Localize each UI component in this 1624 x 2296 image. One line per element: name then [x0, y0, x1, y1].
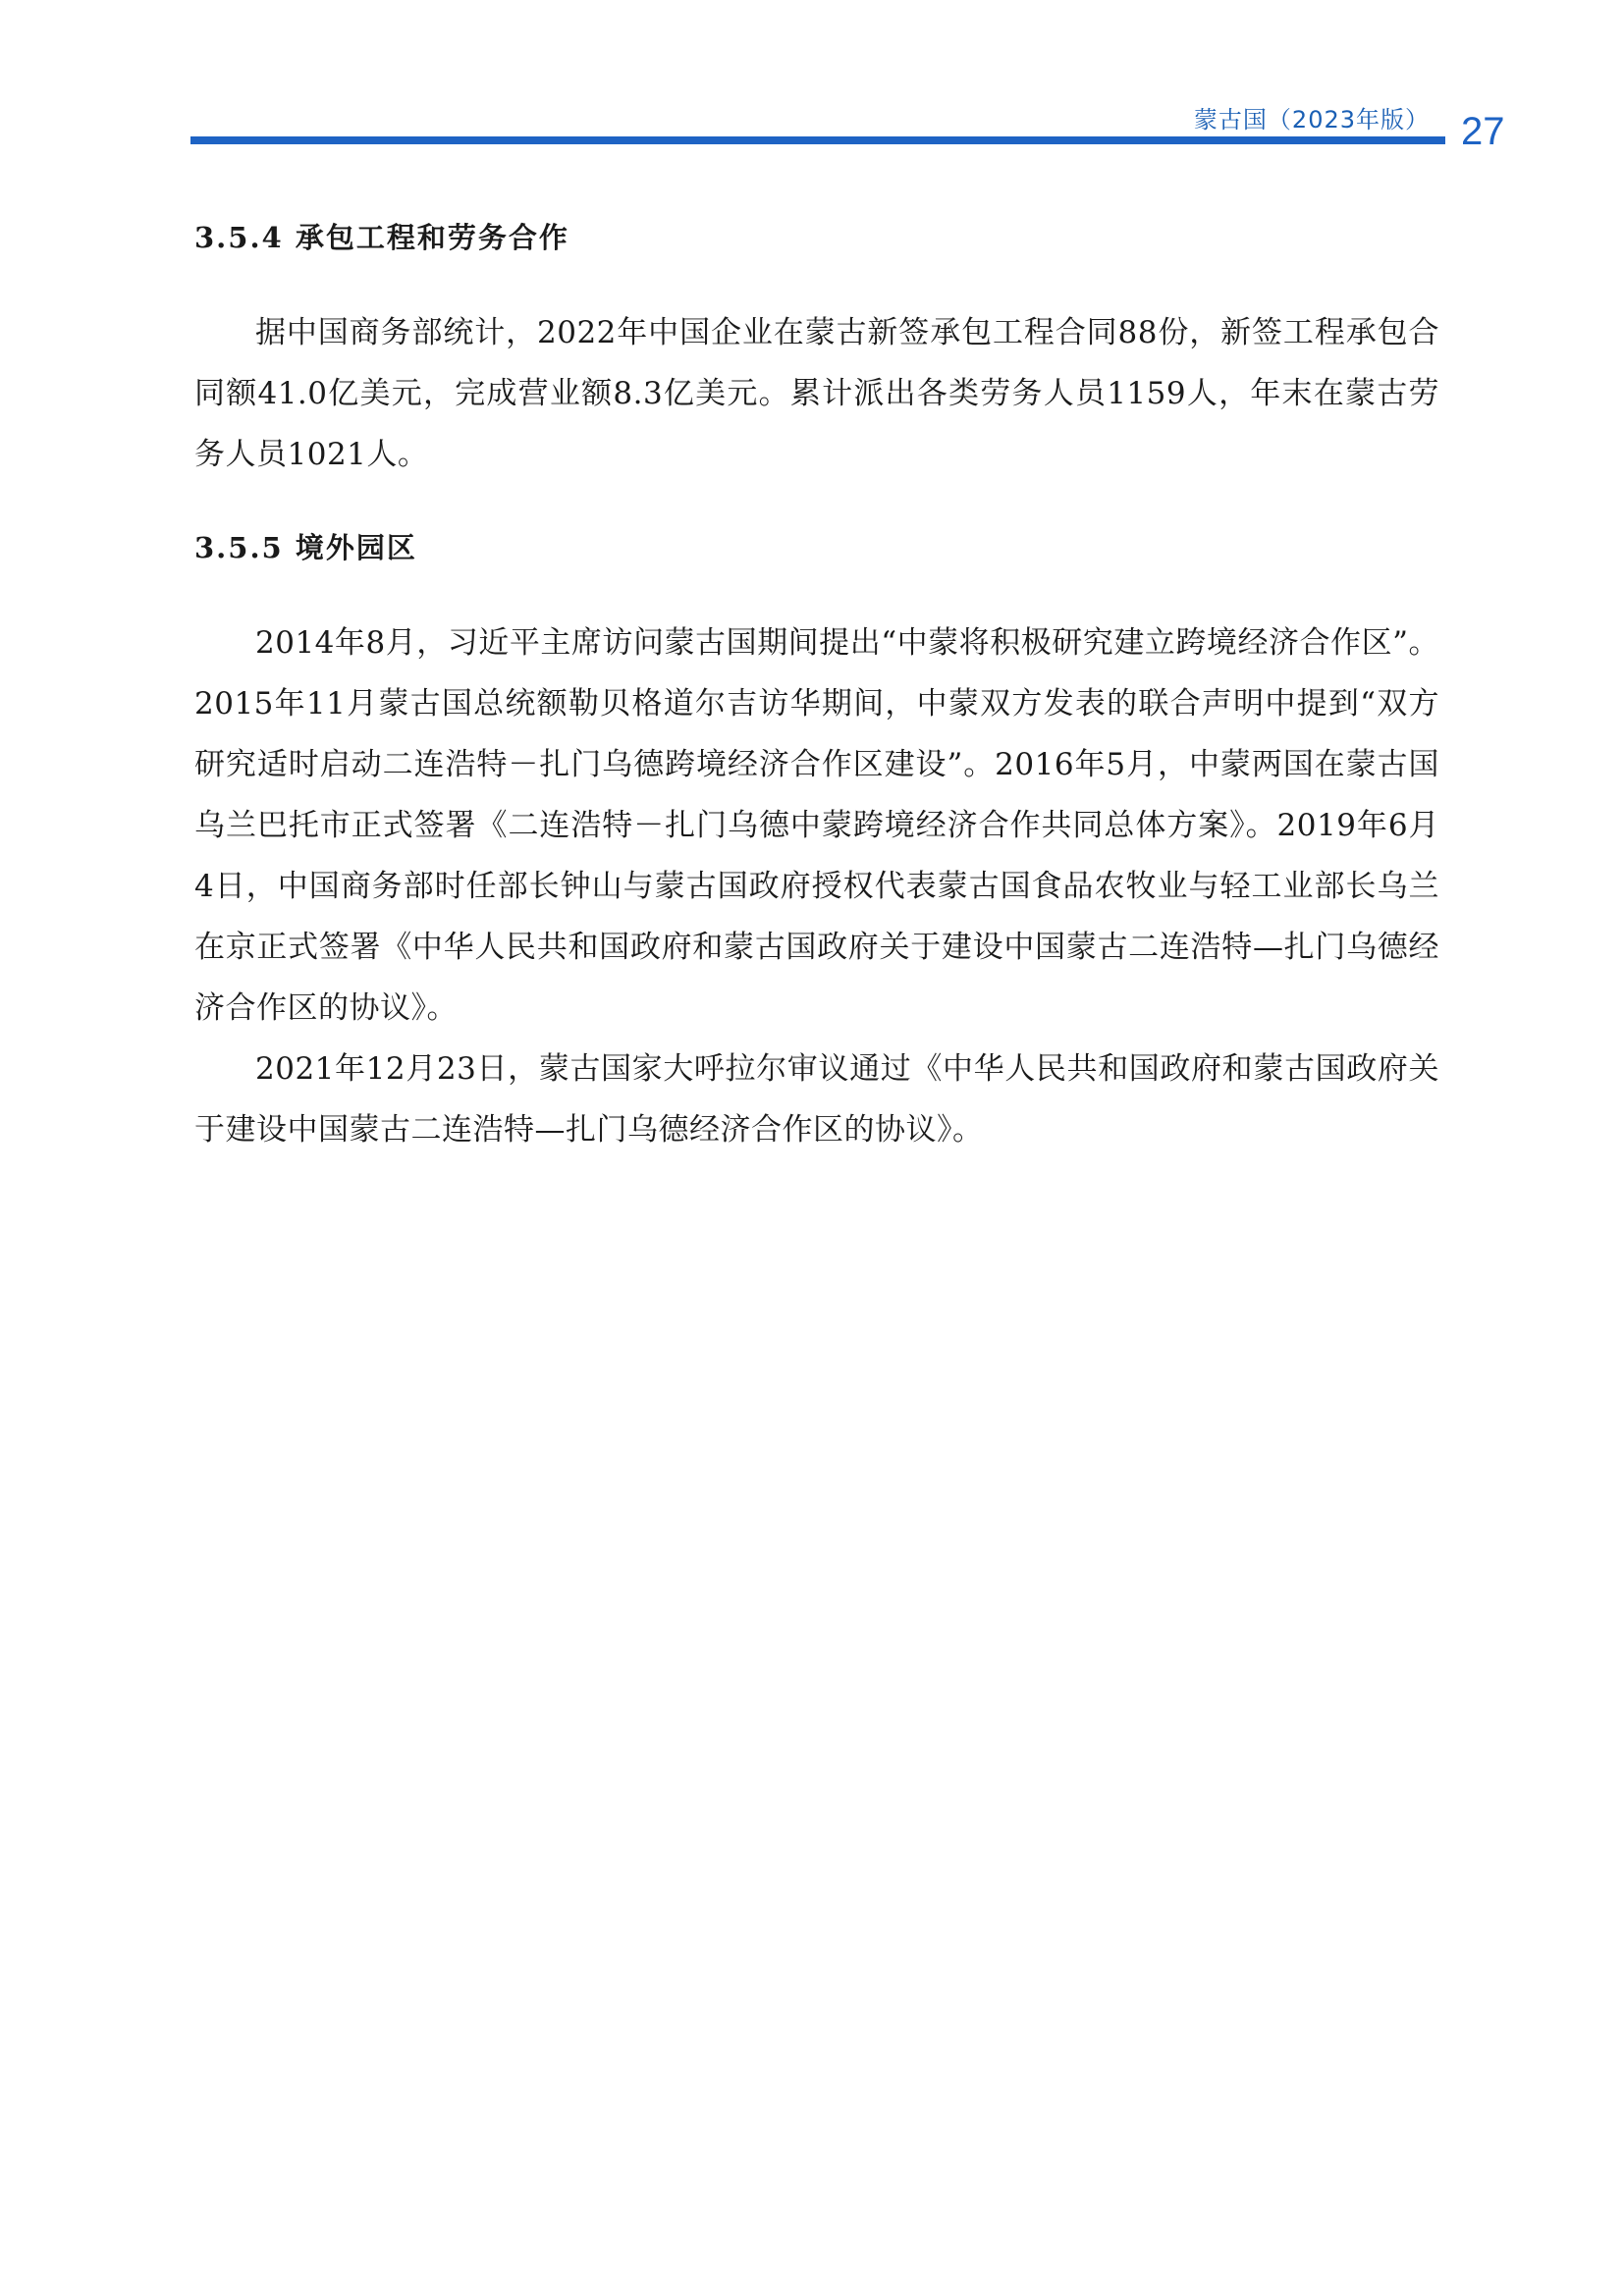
running-header-title: 蒙古国（2023年版）	[1193, 106, 1430, 133]
section-heading-3-5-4: 3.5.4 承包工程和劳务合作	[194, 221, 569, 254]
section-heading-3-5-5: 3.5.5 境外园区	[194, 531, 417, 564]
page-body	[194, 218, 1439, 1160]
paragraph-contracting: 据中国商务部统计，2022年中国企业在蒙古新签承包工程合同88份，新签工程承包合同额41.0亿美元，完成营业额8.3亿美元。累计派出各类劳务人员1159人，年末在蒙古劳务人员1021人。	[194, 315, 1439, 472]
page-number: 27	[1461, 110, 1505, 153]
paragraph-zone-history: 2014年8月，习近平主席访问蒙古国期间提出“中蒙将积极研究建立跨境经济合作区”。2015年11月蒙古国总统额勒贝格道尔吉访华期间，中蒙双方发表的联合声明中提到“双方研究适时启动二连浩特－扎门乌德跨境经济合作区建设”。2016年5月，中蒙两国在蒙古国乌兰巴托市正式签署《二连浩特－扎门乌德中蒙跨境经济合作共同总体方案》。2019年6月4日，中国商务部时任部长钟山与蒙古国政府授权代表蒙古国食品农牧业与轻工业部长乌兰在京正式签署《中华人民共和国政府和蒙古国政府关于建设中国蒙古二连浩特—扎门乌德经济合作区的协议》。	[194, 625, 1439, 1026]
header-rule	[190, 136, 1445, 144]
paragraph-zone-approval: 2021年12月23日，蒙古国家大呼拉尔审议通过《中华人民共和国政府和蒙古国政府关于建设中国蒙古二连浩特—扎门乌德经济合作区的协议》。	[194, 1051, 1439, 1148]
